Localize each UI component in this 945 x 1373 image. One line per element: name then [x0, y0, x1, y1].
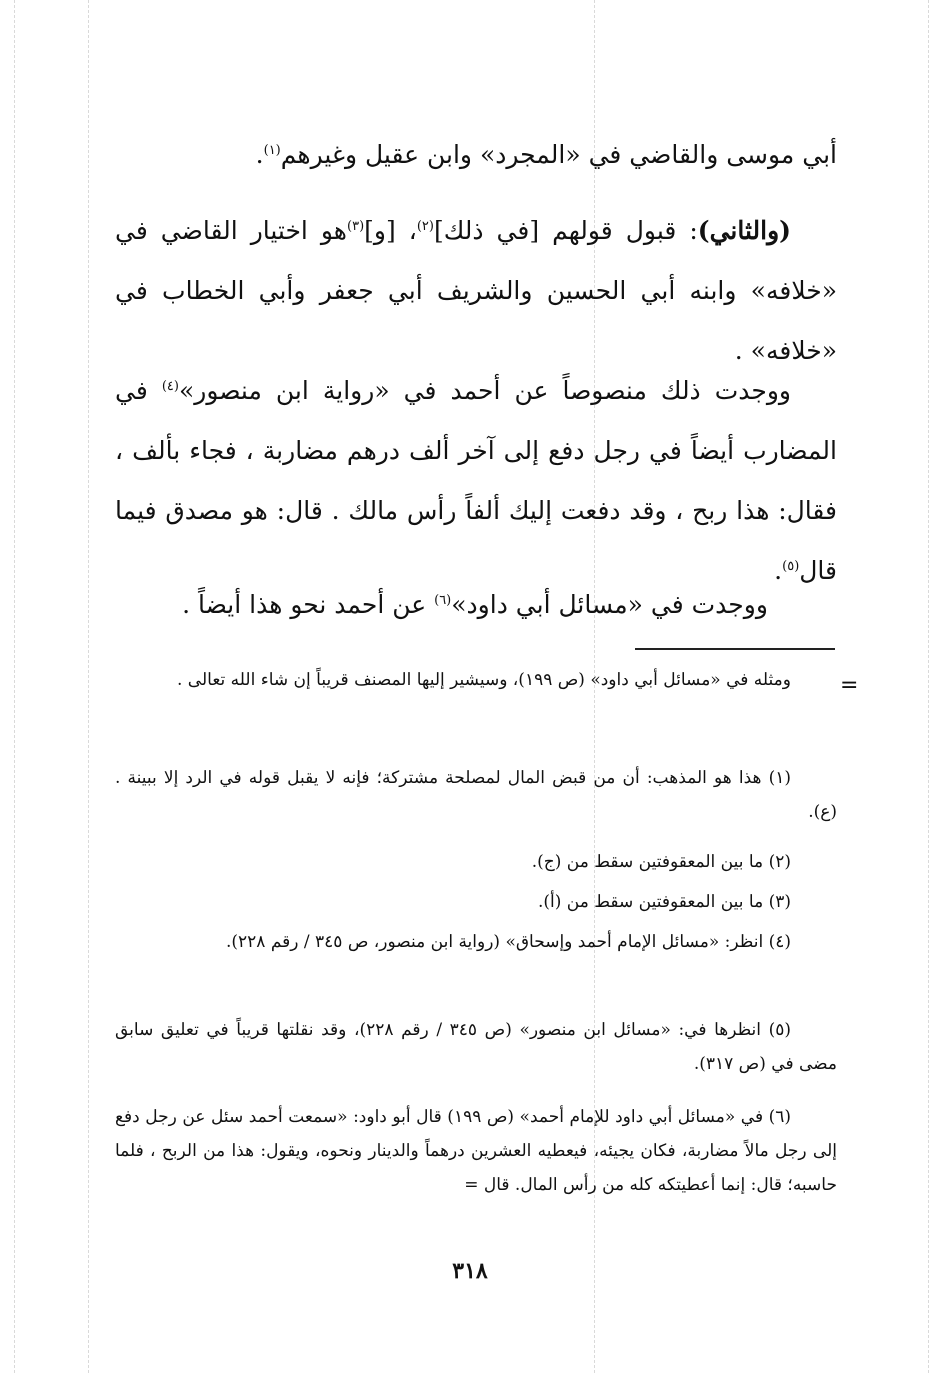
footnote-text: (١) هذا هو المذهب: أن من قبض المال لمصلحة مشتركة؛ فإنه لا يقبل قوله في الرد إلا ببينة . (ع).	[115, 768, 837, 822]
footnote-3	[115, 885, 837, 919]
paragraph-text: هو اختيار القاضي في «خلافه» وابنه أبي الحسين والشريف أبي جعفر وأبي الخطاب في «خلافه» .	[115, 216, 837, 365]
paragraph-end: .	[774, 556, 783, 585]
scan-line	[928, 0, 929, 1373]
paragraph-lead: (والثاني)	[697, 216, 792, 245]
footnote-text: ومثله في «مسائل أبي داود» (ص ١٩٩)، وسيشير إليها المصنف قريباً إن شاء الله تعالى .	[176, 670, 791, 690]
paragraph-text: أبي موسى والقاضي في «المجرد» وابن عقيل وغيرهم	[280, 140, 837, 169]
main-paragraph-2	[115, 201, 837, 381]
footnote-ref[interactable]: (٢)	[416, 219, 434, 234]
footnote-2	[115, 845, 837, 879]
footnote-ref[interactable]: (١)	[263, 143, 281, 158]
paragraph-text: عن أحمد نحو هذا أيضاً .	[182, 590, 435, 619]
footnote-5	[115, 1013, 837, 1081]
paragraph-text: في المضارب أيضاً في رجل دفع إلى آخر ألف درهم مضاربة ، فجاء بألف ، فقال: هذا ربح ، وقد دفعت إليك ألفاً رأس مالك . قال: هو مصدق فيما قال	[115, 376, 837, 585]
footnote-text: (٤) انظر: «مسائل الإمام أحمد وإسحاق» (رواية ابن منصور، ص ٣٤٥ / رقم ٢٢٨).	[225, 932, 791, 952]
footnote-ref[interactable]: (٤)	[161, 379, 179, 394]
paragraph-text: ووجدت ذلك منصوصاً عن أحمد في «رواية ابن منصور»	[178, 376, 791, 405]
footnote-text: (٣) ما بين المعقوفتين سقط من (أ).	[538, 892, 791, 912]
footnote-ref[interactable]: (٦)	[434, 593, 452, 608]
scan-line	[14, 0, 15, 1373]
main-paragraph-1	[115, 125, 837, 185]
footnote-ref[interactable]: (٥)	[782, 559, 800, 574]
paragraph-end: .	[255, 140, 264, 169]
footnote-4	[115, 925, 837, 959]
main-paragraph-3	[115, 361, 837, 601]
footnote-continued	[115, 663, 837, 697]
page-number: ٣١٨	[452, 1258, 488, 1284]
footnote-separator	[635, 648, 835, 650]
paragraph-text: : قبول قولهم [في ذلك]	[433, 216, 698, 245]
continuation-mark: =	[840, 673, 859, 698]
main-paragraph-4	[175, 575, 775, 635]
scan-line	[88, 0, 89, 1373]
footnote-6	[115, 1100, 837, 1202]
footnote-text: (٦) في «مسائل أبي داود للإمام أحمد» (ص ١٩٩) قال أبو داود: «سمعت أحمد سئل عن رجل دفع إلى رجل مالاً مضاربة، فكان يجيئه، فيعطيه العشرين درهماً والدينار ونحوه، ويقول: هذا من الربح ، فلما حاسبه؛ قال: إنما أعطيتكه كله من رأس المال. قال =	[115, 1107, 837, 1195]
footnote-ref[interactable]: (٣)	[347, 219, 365, 234]
paragraph-text: ، [و]	[364, 216, 417, 245]
footnote-text: (٢) ما بين المعقوفتين سقط من (ج).	[531, 852, 791, 872]
footnote-text: (٥) انظرها في: «مسائل ابن منصور» (ص ٣٤٥ / رقم ٢٢٨)، وقد نقلتها قريباً في تعليق سابق مضى في (ص ٣١٧).	[115, 1020, 837, 1074]
footnote-1	[115, 761, 837, 829]
paragraph-text: ووجدت في «مسائل أبي داود»	[451, 590, 768, 619]
